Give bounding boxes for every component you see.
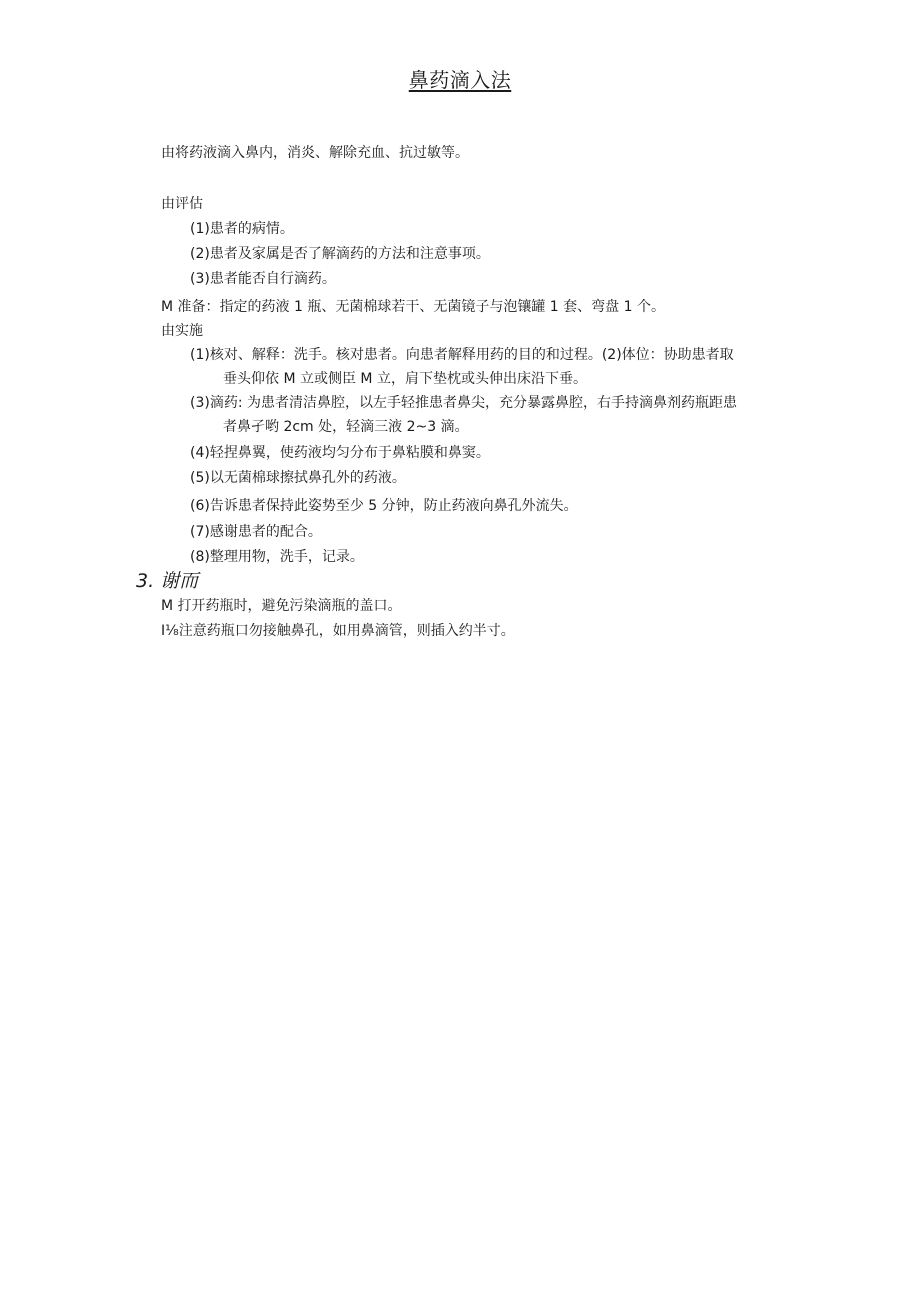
implementation-step-7: (7)感谢患者的配合。 xyxy=(190,524,322,540)
implementation-heading: 由实施 xyxy=(161,323,203,339)
purpose-text: 由将药液滴入鼻内，消炎、解除充血、抗过敏等。 xyxy=(161,145,469,161)
implementation-step-8: (8)整理用物，洗手，记录。 xyxy=(190,549,364,565)
implementation-step-1-line-2: 垂头仰依 M 立或侧臣 M 立，肩下垫枕或头伸出床沿下垂。 xyxy=(223,371,587,387)
implementation-step-4: (4)轻捏鼻翼，使药液均匀分布于鼻粘膜和鼻窦。 xyxy=(190,445,490,461)
assessment-item-3: (3)患者能否自行滴药。 xyxy=(190,271,336,287)
implementation-step-1-line-1: (1)核对、解释：洗手。核对患者。向患者解释用药的目的和过程。(2)体位：协助患者取 xyxy=(190,347,734,363)
assessment-heading: 由评估 xyxy=(161,196,203,212)
notes-heading: 3. 谢而 xyxy=(136,570,199,592)
preparation-text: M 准备：指定的药液 1 瓶、无菌棉球若干、无菌镜子与泡镶罐 1 套、弯盘 1 个。 xyxy=(161,299,665,315)
implementation-step-3-line-2: 者鼻孑哟 2cm 处，轻滴三液 2~3 滴。 xyxy=(223,419,469,435)
document-title: 鼻药滴入法 xyxy=(408,68,512,92)
assessment-item-1: (1)患者的病情。 xyxy=(190,221,294,237)
implementation-step-6: (6)告诉患者保持此姿势至少 5 分钟，防止药液向鼻孔外流失。 xyxy=(190,498,578,514)
note-item-1: M 打开药瓶时，避免污染滴瓶的盖口。 xyxy=(161,598,402,614)
assessment-item-2: (2)患者及家属是否了解滴药的方法和注意事项。 xyxy=(190,246,490,262)
note-item-2: I⅛注意药瓶口勿接触鼻孔，如用鼻滴管，则插入约半寸。 xyxy=(161,623,515,639)
implementation-step-3-line-1: (3)滴药: 为患者清洁鼻腔，以左手轻推患者鼻尖，充分暴露鼻腔，右手持滴鼻剂药瓶距患 xyxy=(190,395,737,411)
implementation-step-5: (5)以无菌棉球擦拭鼻孔外的药液。 xyxy=(190,470,406,486)
